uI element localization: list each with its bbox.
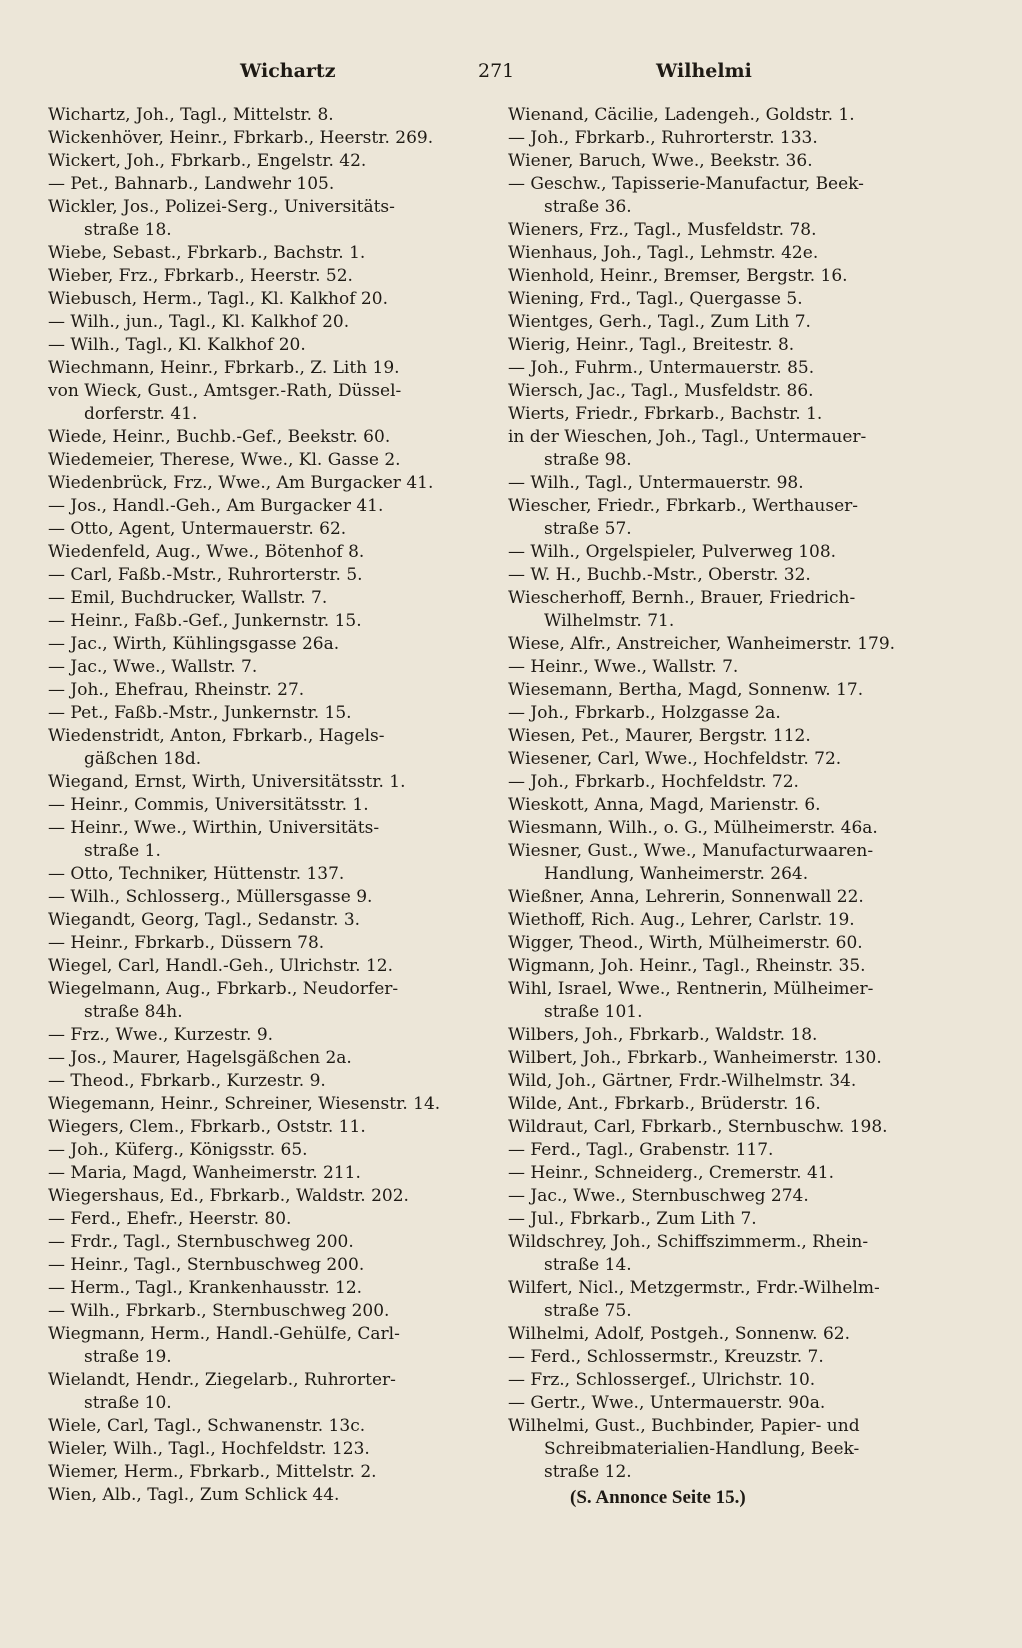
left-column <box>48 104 488 1507</box>
directory-entry: — Wilh., Orgelspieler, Pulverweg 108. <box>508 542 837 562</box>
directory-entry: Wiegmann, Herm., Handl.-Gehülfe, Carl- <box>48 1324 400 1344</box>
directory-entry: Wiegand, Ernst, Wirth, Universitätsstr. 1. <box>48 772 406 792</box>
directory-entry: Wiener, Baruch, Wwe., Beekstr. 36. <box>508 151 813 171</box>
directory-entry: Wiegemann, Heinr., Schreiner, Wiesenstr. 14. <box>48 1094 441 1114</box>
right-column <box>508 104 978 1509</box>
directory-entry: Wilbers, Joh., Fbrkarb., Waldstr. 18. <box>508 1025 818 1045</box>
directory-entry: Wieber, Frz., Fbrkarb., Heerstr. 52. <box>48 266 353 286</box>
directory-entry: Wiebusch, Herm., Tagl., Kl. Kalkhof 20. <box>48 289 388 309</box>
directory-entry: Wienhold, Heinr., Bremser, Bergstr. 16. <box>508 266 848 286</box>
directory-entry: Wilfert, Nicl., Metzgermstr., Frdr.-Wilhelm- <box>508 1278 880 1298</box>
directory-entry: — Jul., Fbrkarb., Zum Lith 7. <box>508 1209 757 1229</box>
directory-entry: — Emil, Buchdrucker, Wallstr. 7. <box>48 588 328 608</box>
directory-entry: Wierig, Heinr., Tagl., Breitestr. 8. <box>508 335 795 355</box>
directory-entry: — Frz., Wwe., Kurzestr. 9. <box>48 1025 274 1045</box>
directory-entry: — Heinr., Tagl., Sternbuschweg 200. <box>48 1255 365 1275</box>
directory-entry: Wilbert, Joh., Fbrkarb., Wanheimerstr. 130. <box>508 1048 882 1068</box>
directory-entry: Wießner, Anna, Lehrerin, Sonnenwall 22. <box>508 887 864 907</box>
directory-entry: Wigmann, Joh. Heinr., Tagl., Rheinstr. 35. <box>508 956 866 976</box>
directory-entry: straße 84h. <box>84 1002 183 1022</box>
directory-entry: straße 14. <box>544 1255 632 1275</box>
directory-entry: — Wilh., Tagl., Kl. Kalkhof 20. <box>48 335 306 355</box>
directory-entry: — Heinr., Commis, Universitätsstr. 1. <box>48 795 369 815</box>
directory-entry: Wiese, Alfr., Anstreicher, Wanheimerstr. 179. <box>508 634 896 654</box>
directory-entry: Wild, Joh., Gärtner, Frdr.-Wilhelmstr. 34. <box>508 1071 857 1091</box>
page-number: 271 <box>478 60 515 82</box>
directory-entry: Wichartz, Joh., Tagl., Mittelstr. 8. <box>48 105 334 125</box>
directory-entry: — Otto, Agent, Untermauerstr. 62. <box>48 519 347 539</box>
directory-entry: Schreibmaterialien-Handlung, Beek- <box>544 1439 860 1459</box>
directory-entry: — Geschw., Tapisserie-Manufactur, Beek- <box>508 174 864 194</box>
directory-entry: Wiele, Carl, Tagl., Schwanenstr. 13c. <box>48 1416 366 1436</box>
directory-entry: Wildschrey, Joh., Schiffszimmerm., Rhein- <box>508 1232 869 1252</box>
directory-entry: Wierts, Friedr., Fbrkarb., Bachstr. 1. <box>508 404 823 424</box>
directory-entry: Wienhaus, Joh., Tagl., Lehmstr. 42e. <box>508 243 819 263</box>
directory-entry: Wiedenstridt, Anton, Fbrkarb., Hagels- <box>48 726 385 746</box>
directory-entry: — Joh., Fbrkarb., Holzgasse 2a. <box>508 703 781 723</box>
directory-entry: — Joh., Fbrkarb., Ruhrorterstr. 133. <box>508 128 818 148</box>
directory-entry: Handlung, Wanheimerstr. 264. <box>544 864 809 884</box>
directory-entry: Wiersch, Jac., Tagl., Musfeldstr. 86. <box>508 381 814 401</box>
directory-entry: — Heinr., Wwe., Wallstr. 7. <box>508 657 739 677</box>
directory-entry: straße 101. <box>544 1002 643 1022</box>
directory-entry: Wiechmann, Heinr., Fbrkarb., Z. Lith 19. <box>48 358 400 378</box>
directory-entry: Wiebe, Sebast., Fbrkarb., Bachstr. 1. <box>48 243 366 263</box>
directory-entry: Wiegershaus, Ed., Fbrkarb., Waldstr. 202. <box>48 1186 409 1206</box>
directory-entry: straße 12. <box>544 1462 632 1482</box>
directory-entry: straße 10. <box>84 1393 172 1413</box>
directory-entry: straße 57. <box>544 519 632 539</box>
directory-entry: — Wilh., jun., Tagl., Kl. Kalkhof 20. <box>48 312 350 332</box>
directory-entry: — Jac., Wwe., Wallstr. 7. <box>48 657 258 677</box>
annonce-note: (S. Annonce Seite 15.) <box>570 1487 746 1508</box>
directory-entry: Wiemer, Herm., Fbrkarb., Mittelstr. 2. <box>48 1462 377 1482</box>
directory-entry: Wildraut, Carl, Fbrkarb., Sternbuschw. 198. <box>508 1117 888 1137</box>
directory-entry: Wilhelmstr. 71. <box>544 611 675 631</box>
directory-entry: — Carl, Faßb.-Mstr., Ruhrorterstr. 5. <box>48 565 363 585</box>
directory-entry: straße 36. <box>544 197 632 217</box>
directory-entry: in der Wieschen, Joh., Tagl., Untermauer- <box>508 427 867 447</box>
directory-entry: Wiening, Frd., Tagl., Quergasse 5. <box>508 289 803 309</box>
header-right-keyword: Wilhelmi <box>656 60 752 82</box>
directory-entry: Wickler, Jos., Polizei-Serg., Universitäts- <box>48 197 395 217</box>
directory-entry: — Wilh., Tagl., Untermauerstr. 98. <box>508 473 804 493</box>
directory-entry: — Herm., Tagl., Krankenhausstr. 12. <box>48 1278 363 1298</box>
directory-entry: — Joh., Fbrkarb., Hochfeldstr. 72. <box>508 772 799 792</box>
directory-entry: — Heinr., Faßb.-Gef., Junkernstr. 15. <box>48 611 362 631</box>
header-left-keyword: Wichartz <box>240 60 336 82</box>
directory-entry: — Wilh., Schlosserg., Müllersgasse 9. <box>48 887 373 907</box>
directory-entry: Wiescher, Friedr., Fbrkarb., Werthauser- <box>508 496 859 516</box>
directory-entry: Wientges, Gerh., Tagl., Zum Lith 7. <box>508 312 811 332</box>
directory-entry: Wilhelmi, Gust., Buchbinder, Papier- und <box>508 1416 860 1436</box>
directory-entry: — Pet., Bahnarb., Landwehr 105. <box>48 174 335 194</box>
directory-entry: Wilde, Ant., Fbrkarb., Brüderstr. 16. <box>508 1094 821 1114</box>
directory-entry: Wiesner, Gust., Wwe., Manufacturwaaren- <box>508 841 874 861</box>
directory-entry: — Theod., Fbrkarb., Kurzestr. 9. <box>48 1071 326 1091</box>
directory-entry: — Jos., Handl.-Geh., Am Burgacker 41. <box>48 496 384 516</box>
directory-entry: — Ferd., Schlossermstr., Kreuzstr. 7. <box>508 1347 824 1367</box>
directory-entry: Wienand, Cäcilie, Ladengeh., Goldstr. 1. <box>508 105 855 125</box>
directory-entry: — Joh., Ehefrau, Rheinstr. 27. <box>48 680 305 700</box>
directory-entry: straße 98. <box>544 450 632 470</box>
directory-entry: — Heinr., Schneiderg., Cremerstr. 41. <box>508 1163 835 1183</box>
directory-entry: — Ferd., Ehefr., Heerstr. 80. <box>48 1209 292 1229</box>
directory-entry: — Ferd., Tagl., Grabenstr. 117. <box>508 1140 774 1160</box>
directory-entry: Wieskott, Anna, Magd, Marienstr. 6. <box>508 795 821 815</box>
directory-entry: — Otto, Techniker, Hüttenstr. 137. <box>48 864 345 884</box>
directory-entry: — Pet., Faßb.-Mstr., Junkernstr. 15. <box>48 703 352 723</box>
directory-entry: Wieler, Wilh., Tagl., Hochfeldstr. 123. <box>48 1439 370 1459</box>
directory-entry: — Heinr., Wwe., Wirthin, Universitäts- <box>48 818 380 838</box>
directory-entry: Wilhelmi, Adolf, Postgeh., Sonnenw. 62. <box>508 1324 850 1344</box>
directory-entry: Wielandt, Hendr., Ziegelarb., Ruhrorter- <box>48 1370 396 1390</box>
directory-entry: — Frdr., Tagl., Sternbuschweg 200. <box>48 1232 354 1252</box>
directory-entry: Wiedemeier, Therese, Wwe., Kl. Gasse 2. <box>48 450 401 470</box>
directory-entry: Wickenhöver, Heinr., Fbrkarb., Heerstr. 269. <box>48 128 434 148</box>
directory-entry: Wiedenfeld, Aug., Wwe., Bötenhof 8. <box>48 542 365 562</box>
directory-entry: straße 1. <box>84 841 161 861</box>
directory-entry: straße 19. <box>84 1347 172 1367</box>
directory-entry: Wiegers, Clem., Fbrkarb., Oststr. 11. <box>48 1117 366 1137</box>
directory-entry: Wiegelmann, Aug., Fbrkarb., Neudorfer- <box>48 979 399 999</box>
directory-entry: Wieners, Frz., Tagl., Musfeldstr. 78. <box>508 220 817 240</box>
directory-entry: gäßchen 18d. <box>84 749 202 769</box>
directory-entry: Wiegel, Carl, Handl.-Geh., Ulrichstr. 12. <box>48 956 394 976</box>
directory-entry: straße 75. <box>544 1301 632 1321</box>
directory-entry: — Wilh., Fbrkarb., Sternbuschweg 200. <box>48 1301 390 1321</box>
directory-entry: Wiescherhoff, Bernh., Brauer, Friedrich- <box>508 588 856 608</box>
directory-entry: — Joh., Küferg., Königsstr. 65. <box>48 1140 308 1160</box>
directory-entry: Wiedenbrück, Frz., Wwe., Am Burgacker 41. <box>48 473 434 493</box>
directory-entry: Wiethoff, Rich. Aug., Lehrer, Carlstr. 19. <box>508 910 855 930</box>
directory-entry: Wiede, Heinr., Buchb.-Gef., Beekstr. 60. <box>48 427 391 447</box>
directory-entry: Wiesmann, Wilh., o. G., Mülheimerstr. 46a. <box>508 818 878 838</box>
directory-entry: Wigger, Theod., Wirth, Mülheimerstr. 60. <box>508 933 863 953</box>
directory-entry: — Frz., Schlossergef., Ulrichstr. 10. <box>508 1370 816 1390</box>
directory-entry: Wickert, Joh., Fbrkarb., Engelstr. 42. <box>48 151 367 171</box>
directory-entry: — Jac., Wirth, Kühlingsgasse 26a. <box>48 634 340 654</box>
directory-entry: — Jos., Maurer, Hagelsgäßchen 2a. <box>48 1048 352 1068</box>
directory-entry: — Maria, Magd, Wanheimerstr. 211. <box>48 1163 361 1183</box>
directory-entry: Wien, Alb., Tagl., Zum Schlick 44. <box>48 1485 340 1505</box>
directory-entry: von Wieck, Gust., Amtsger.-Rath, Düssel- <box>48 381 402 401</box>
directory-entry: Wiesemann, Bertha, Magd, Sonnenw. 17. <box>508 680 864 700</box>
directory-entry: — Gertr., Wwe., Untermauerstr. 90a. <box>508 1393 826 1413</box>
directory-entry: Wiesener, Carl, Wwe., Hochfeldstr. 72. <box>508 749 842 769</box>
directory-entry: dorferstr. 41. <box>84 404 198 424</box>
directory-entry: Wiegandt, Georg, Tagl., Sedanstr. 3. <box>48 910 361 930</box>
directory-entry: — Heinr., Fbrkarb., Düssern 78. <box>48 933 325 953</box>
directory-entry: — Jac., Wwe., Sternbuschweg 274. <box>508 1186 809 1206</box>
directory-entry: — Joh., Fuhrm., Untermauerstr. 85. <box>508 358 815 378</box>
directory-entry: Wihl, Israel, Wwe., Rentnerin, Mülheimer- <box>508 979 874 999</box>
directory-entry: — W. H., Buchb.-Mstr., Oberstr. 32. <box>508 565 811 585</box>
directory-entry: straße 18. <box>84 220 172 240</box>
directory-entry: Wiesen, Pet., Maurer, Bergstr. 112. <box>508 726 811 746</box>
